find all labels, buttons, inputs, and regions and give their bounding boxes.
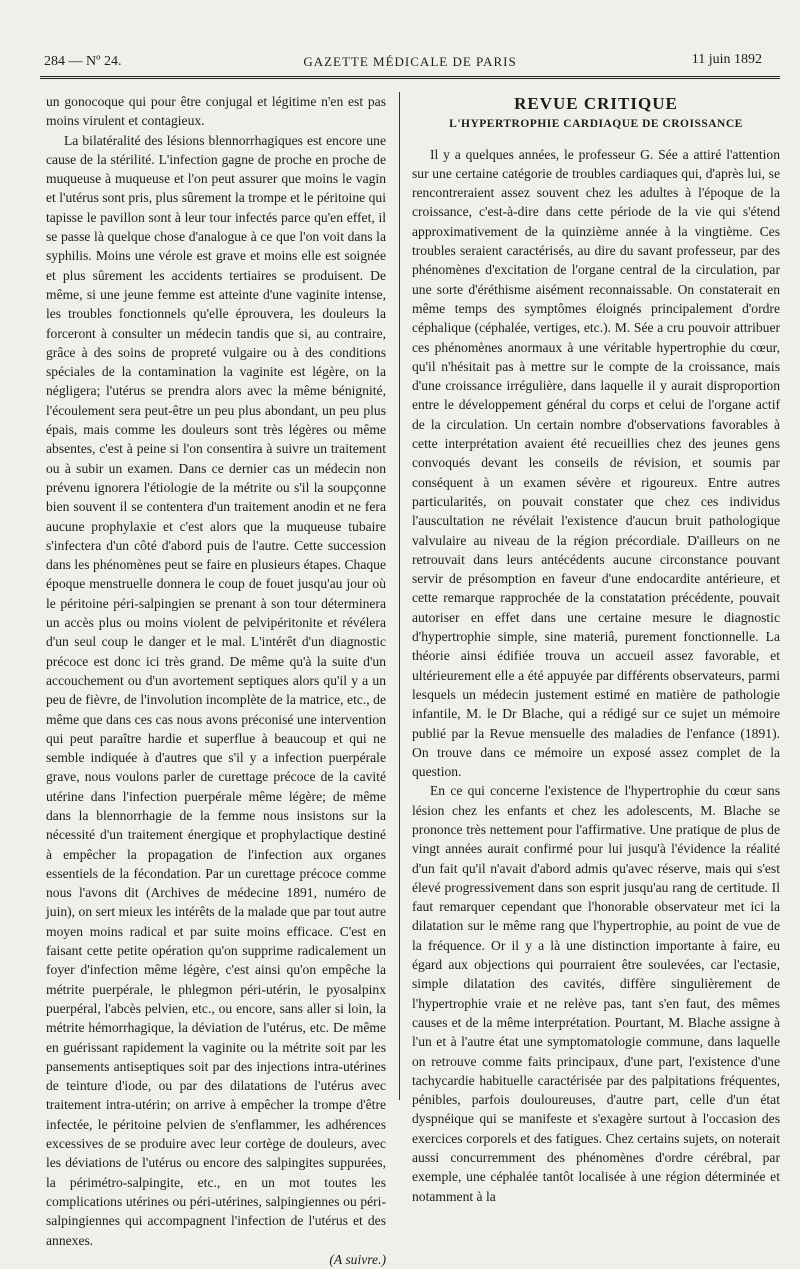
section-title: REVUE CRITIQUE: [514, 94, 678, 113]
right-paragraph-2: En ce qui concerne l'existence de l'hypertrophie du cœur sans lésion chez les enfants et chez les adolescents, M. Blache se prononce très nettement pour l'affirmative. Une pratique de plus de vingt années aurait confirmé pour lui jusqu'à l'évidence la réalité d'un fait qu'il n'avait d'abord admis qu'avec réserve, mais qui s'est élevé progressivement dans son esprit jusqu'au rang de certitude. Il faut remarquer cependant que l'honorable observateur met ici la dilatation sur le même rang que l'hypertrophie, au point de vue de la fréquence. Or il y a là une distinction importante à faire, eu égard aux objections qui pourraient être soulevées, car l'ectasie, simple dilatation des cavités, diffère singulièrement de l'hypertrophie vraie et ne relève pas, tant s'en faut, des mêmes causes et de la même interprétation. Pourtant, M. Blache assigne à l'un et à l'autre état une symptomatologie commune, dans laquelle on retrouve comme faits principaux, d'une part, l'existence d'une tachycardie habituelle caractérisée par des palpitations fréquentes, pénibles, parfois douloureuses, d'autre part, celle d'un état dyspnéique qui se manifeste et s'exagère surtout à l'occasion des exercices corporels et des fatigues. Chez certains sujets, on noterait aussi concurremment des phénomènes d'ordre cérébral, par exemple, une céphalée tantôt localisée à une région déterminée et notamment à la: [412, 783, 780, 1204]
right-paragraph-1: Il y a quelques années, le professeur G. Sée a attiré l'attention sur une certaine catégorie de troubles cardiaques qui, d'après lui, se rencontreraient assez souvent chez les adultes à l'époque de la croissance, c'est-à-dire dans cette période de la vie qui s'étend approximativement de la quinzième année à la vingtième. Ces troubles seraient caractérisés, au dire du savant professeur, par des phénomènes d'excitation de l'organe central de la circulation, par une sorte d'éréthisme aisément reconnaissable. On constaterait en même temps des symptômes éloignés principalement d'ordre céphalique (céphalée, vertiges, etc.). M. Sée a cru pouvoir attribuer ces phénomènes anormaux à une véritable hypertrophie du cœur, qu'il n'hésitait pas à mettre sur le compte de la croissance, mais d'une croissance irrégulière, dans laquelle il y aurait disproportion entre le développement général du corps et celui de l'organe actif de la circulation. Un certain nombre d'observations favorables à cette interprétation avaient été recueillies chez des jeunes gens convoqués devant les conseils de révision, et soumis par conséquent à un examen sévère et rigoureux. Entre autres particularités, on pouvait constater que chez ces individus l'auscultation ne révélait l'existence d'aucun bruit pathologique valvulaire au niveau de la région précordiale. D'ailleurs on ne retrouvait dans leurs antécédents aucune circonstance pouvant servir de présomption en faveur d'une endocardite antérieure, et cette remarque rapprochée de la constatation précédente, pouvait autoriser en effet dans une certaine mesure le diagnostic d'hypertrophie simple, sine materiâ, purement fonctionnelle. La théorie ainsi édifiée trouva un accueil assez favorable, et ultérieurement elle a été appuyée par différents observateurs, parmi lesquels un médecin justement estimé en matière de pathologie infantile, M. le Dr Blache, qui a rédigé sur ce sujet un mémoire publié par la Revue mensuelle des maladies de l'enfance (1891). On trouve dans ce mémoire un exposé assez complet de la question.: [412, 146, 780, 780]
to-be-continued: (A suivre.): [329, 1251, 386, 1267]
journal-title: GAZETTE MÉDICALE DE PARIS: [303, 54, 517, 69]
left-paragraph-1: un gonocoque qui pour être conjugal et légitime n'en est pas moins virulent et contagieux.: [46, 94, 386, 129]
header-rule: [40, 76, 780, 79]
page-number: 284 — Nº 24.: [44, 54, 122, 69]
issue-date: 11 juin 1892: [691, 52, 762, 67]
column-divider: [399, 92, 400, 1100]
left-column: [46, 92, 386, 1267]
article-title: L'HYPERTROPHIE CARDIAQUE DE CROISSANCE: [449, 118, 743, 131]
page-header: [40, 52, 780, 74]
left-paragraph-2: La bilatéralité des lésions blennorrhagiques est encore une cause de la stérilité. L'infection gagne de proche en proche de muqueuse à muqueuse et l'on peut assurer que moins le vagin et l'utérus sont pris, plus sûrement la trompe et le péritoine qui tapisse le pavillon sont à leur tour infectés parce qu'en effet, il se passe là quelque chose d'analogue à ce que l'on voit dans la syphilis. Moins une vérole est grave et moins elle est soignée et plus sûrement les accidents tertiaires se produisent. De même, si une jeune femme est atteinte d'une vaginite intense, les troubles fonctionnels qu'elle éprouvera, les douleurs la forceront à consulter un médecin tandis que si, au contraire, grâce à des soins de propreté vulgaire ou à des conditions spéciales de la contamination la vaginite est légère, on la négligera; l'utérus se prendra alors avec la même bénignité, l'écoulement sera peut-être un peu plus abondant, un peu plus épais, mais comme les douleurs sont très légères ou même absentes, c'est à peine si l'on consentira à suivre un traitement ou à subir un examen. Dans ce dernier cas un médecin non prévenu ignorera l'étiologie de la métrite ou s'il la soupçonne bien souvent il se contentera d'un traitement anodin et ne fera aucune prophylaxie et c'est alors que la muqueuse tubaire s'infectera d'un côté d'abord puis de l'autre. Cette succession dans les phénomènes peut se faire en plusieurs étapes. Chaque époque menstruelle donnera le coup de fouet jusqu'au jour où le péritoine péri-salpingien se prenant à son tour déterminera un accès plus ou moins violent de pelvipéritonite et révélera d'un seul coup le danger et le mal. L'intérêt d'un diagnostic précoce est donc ici très grand. De même qu'à la suite d'un accouchement ou d'un avortement septiques alors qu'il y a un peu de fièvre, de l'involution incomplète de la matrice, etc., de même que dans ces cas nous avons préconisé une intervention qui peut paraître hardie et superflue à beaucoup et qui ne semble indiquée à d'autres que s'il y a infection puerpérale grave, nous voulons parler de curettage précoce de la cavité utérine dans l'infection puerpérale même légère; de même dans la blennorrhagie de la femme nous insistons sur la nécessité d'un traitement énergique et prophylactique destiné à empêcher la propagation de l'infection aux organes essentiels de la fécondation. Par un curettage précoce comme nous l'avons dit (Archives de médecine 1891, numéro de juin), on sert mieux les intérêts de la malade que par tout autre moyen moins radical et par suite moins efficace. C'est en faisant cette petite opération qu'on supprime radicalement un foyer d'infection même légère, c'est ainsi qu'on empêche la métrite puerpérale, le phlegmon péri-utérin, le pyosalpinx puerpéral, l'abcès pelvien, etc., ou encore, sans aller si loin, la métrite hémorrhagique, la déviation de l'utérus, etc. De même en guérissant rapidement la vaginite ou la métrite soit par les pansements antiseptiques soit par des injections intra-utérines de teinture d'iode, ou par des dilatations de l'utérus avec traitement intra-utérin; on arrive à empêcher la trompe d'être infectée, le péritoine pelvien de s'enflammer, les adhérences excessives de se produire avec leur cortège de douleurs, avec les déviations de l'utérus ou encore des salpingites suppurées, la périmétro-salpingite, etc., en un mot toutes les complications utérines ou péri-utérines, salpingiennes ou péri-salpingiennes qui accompagnent l'infection de l'utérus et des annexes.: [46, 132, 386, 1248]
right-column: [412, 92, 780, 1204]
